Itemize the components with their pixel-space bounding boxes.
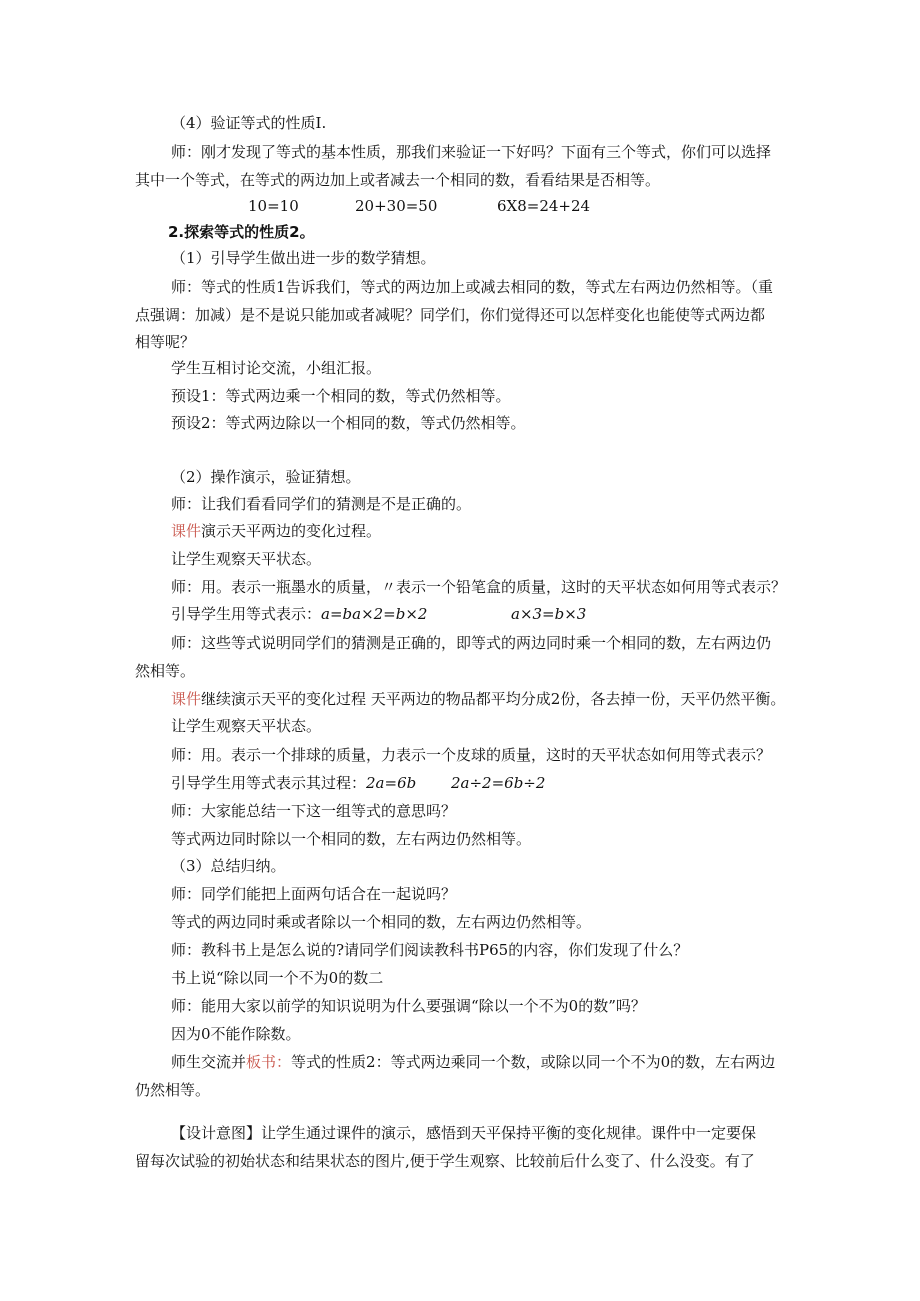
paragraph-line: 师：等式的性质1告诉我们，等式的两边加上或减去相同的数，等式左右两边仍然相等。（重 bbox=[171, 278, 774, 296]
subheading-verify-property-1: （4）验证等式的性质I. bbox=[171, 114, 327, 132]
paragraph-line: 师：教科书上是怎么说的?请同学们阅读教科书P65的内容，你们发现了什么？ bbox=[171, 941, 689, 959]
subheading: （2）操作演示，验证猜想。 bbox=[171, 468, 361, 486]
paragraph-line: 相等呢？ bbox=[135, 333, 196, 351]
blackboard-label: 板书： bbox=[246, 1053, 292, 1071]
equation-inline: 2a=6b bbox=[366, 774, 417, 792]
paragraph-line: 师生交流并板书：等式的性质2：等式两边乘同一个数，或除以同一个不为0的数，左右两边 bbox=[171, 1053, 776, 1071]
paragraph-line: 师：能用大家以前学的知识说明为什么要强调“除以一个不为0的数”吗？ bbox=[171, 997, 646, 1015]
equation-inline: 2a÷2=6b÷2 bbox=[451, 774, 546, 792]
paragraph-line: 等式的两边同时乘或者除以一个相同的数，左右两边仍然相等。 bbox=[171, 913, 592, 931]
paragraph-line: 引导学生用等式表示其过程：2a=6b bbox=[171, 774, 417, 792]
paragraph-line: 书上说“除以同一个不为0的数二 bbox=[171, 969, 384, 987]
equation-2: 20+30=50 bbox=[355, 197, 438, 215]
paragraph-line: 师：同学们能把上面两句话合在一起说吗？ bbox=[171, 885, 457, 903]
preset-1: 预设1：等式两边乘一个相同的数，等式仍然相等。 bbox=[171, 387, 511, 405]
paragraph-line: 引导学生用等式表示：a=ba×2=b×2 bbox=[171, 605, 428, 623]
paragraph-line: 留每次试验的初始状态和结果状态的图片,便于学生观察、比较前后什么变了、什么没变。有了 bbox=[135, 1152, 755, 1170]
paragraph-line: 然相等。 bbox=[135, 662, 196, 680]
paragraph-line: 师：大家能总结一下这一组等式的意思吗？ bbox=[171, 802, 457, 820]
paragraph-line: 师：用。表示一个排球的质量，力表示一个皮球的质量，这时的天平状态如何用等式表示？ bbox=[171, 746, 772, 764]
design-intent-paragraph: 【设计意图】让学生通过课件的演示，感悟到天平保持平衡的变化规律。课件中一定要保 bbox=[171, 1124, 757, 1142]
paragraph-line: 课件演示天平两边的变化过程。 bbox=[171, 522, 382, 540]
paragraph-line: 仍然相等。 bbox=[135, 1081, 211, 1099]
paragraph-line: 等式两边同时除以一个相同的数，左右两边仍然相等。 bbox=[171, 830, 532, 848]
preset-2: 预设2：等式两边除以一个相同的数，等式仍然相等。 bbox=[171, 414, 526, 432]
subheading: （3）总结归纳。 bbox=[171, 857, 286, 875]
paragraph-line: 师：用。表示一瓶墨水的质量，〃表示一个铅笔盒的质量，这时的天平状态如何用等式表示？ bbox=[171, 578, 787, 596]
paragraph-line: 点强调：加减）是不是说只能加或者减呢？同学们，你们觉得还可以怎样变化也能使等式两边都 bbox=[135, 306, 766, 324]
paragraph-line: 师：刚才发现了等式的基本性质，那我们来验证一下好吗？下面有三个等式，你们可以选择 bbox=[171, 143, 772, 161]
equation-1: 10=10 bbox=[248, 197, 299, 215]
courseware-label: 课件 bbox=[171, 522, 202, 540]
section-heading: 2.探索等式的性质2。 bbox=[168, 223, 315, 241]
subheading: （1）引导学生做出进一步的数学猜想。 bbox=[171, 249, 436, 267]
equation-inline: a×3=b×3 bbox=[511, 605, 587, 623]
paragraph-line: 学生互相讨论交流，小组汇报。 bbox=[171, 359, 382, 377]
paragraph-line: 师：让我们看看同学们的猜测是不是正确的。 bbox=[171, 495, 472, 513]
paragraph-line: 其中一个等式，在等式的两边加上或者减去一个相同的数，看看结果是否相等。 bbox=[135, 171, 661, 189]
courseware-label: 课件 bbox=[171, 690, 202, 708]
paragraph-line: 因为0不能作除数。 bbox=[171, 1025, 301, 1043]
equation-inline: a=ba×2=b×2 bbox=[321, 605, 428, 623]
equation-3: 6X8=24+24 bbox=[497, 197, 591, 215]
paragraph-line: 让学生观察天平状态。 bbox=[171, 550, 322, 568]
paragraph-line: 师：这些等式说明同学们的猜测是正确的，即等式的两边同时乘一个相同的数，左右两边仍 bbox=[171, 634, 772, 652]
paragraph-line: 课件继续演示天平的变化过程 天平两边的物品都平均分成2份，各去掉一份，天平仍然平衡。 bbox=[171, 690, 786, 708]
paragraph-line: 让学生观察天平状态。 bbox=[171, 717, 322, 735]
